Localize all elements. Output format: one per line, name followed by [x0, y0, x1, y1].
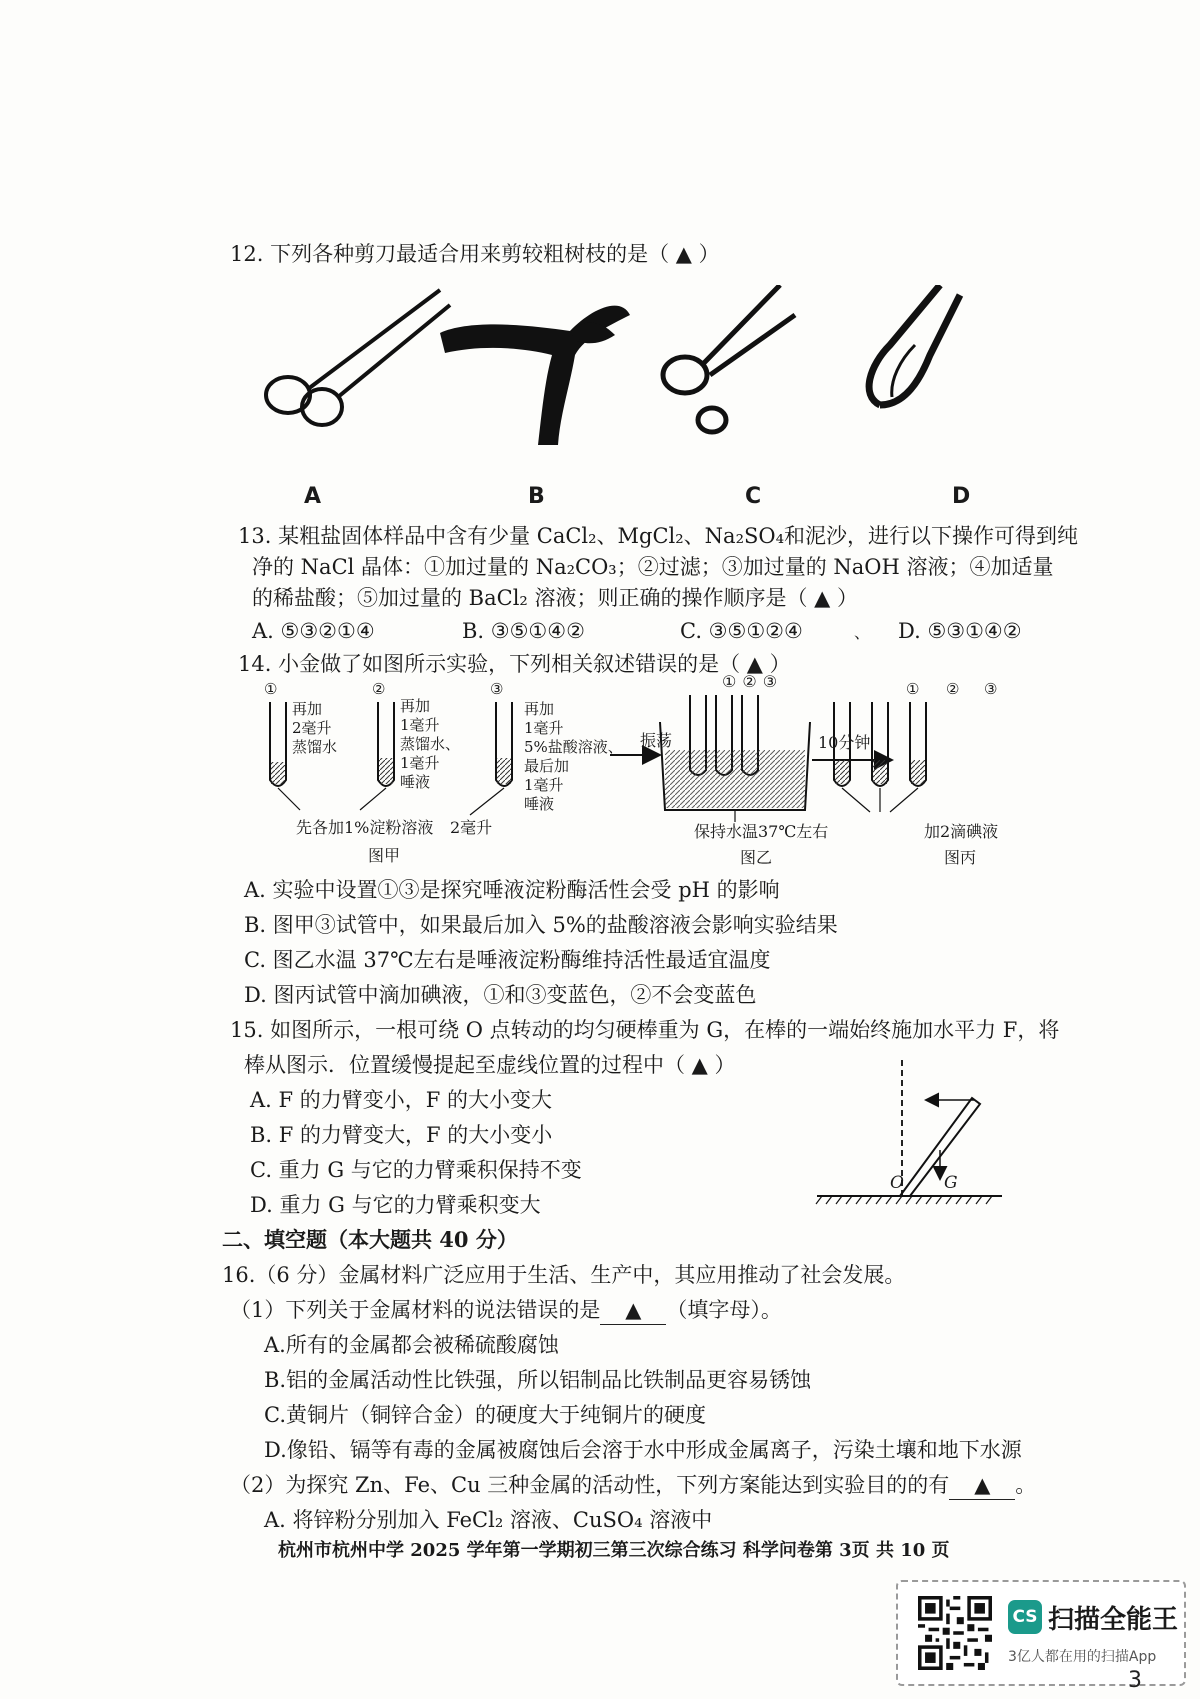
q16-sub1-blank[interactable]: ▲ — [600, 1296, 666, 1325]
camscanner-logo-icon: CS — [1008, 1600, 1042, 1634]
q12-label-c: C — [745, 484, 762, 509]
q13-option-c: C. ③⑤①②④ — [680, 619, 803, 643]
q15-label-g: G — [944, 1173, 958, 1193]
bing-caption: 图丙 — [944, 848, 977, 867]
q12-label-d: D — [952, 484, 971, 509]
jia-tube1-note: 再加 2毫升 蒸馏水 — [292, 700, 338, 756]
scanner-title: 扫描全能王 — [1048, 1605, 1179, 1635]
q13-stray-mark: 、 — [854, 623, 871, 642]
q14-option-a: A. 实验中设置①③是探究唾液淀粉酶活性会受 pH 的影响 — [244, 878, 780, 902]
scissors-d-image — [869, 285, 960, 405]
q13-line1: 13. 某粗盐固体样品中含有少量 CaCl₂、MgCl₂、Na₂SO₄和泥沙，进行以下操作可得到纯 — [238, 524, 1079, 548]
q15-line2: 棒从图示．位置缓慢提起至虚线位置的过程中（ ▲ ） — [244, 1053, 736, 1077]
q16-sub1-option-c: C.黄铜片（铜锌合金）的硬度大于纯铜片的硬度 — [264, 1403, 706, 1427]
q16-sub1-option-a: A.所有的金属都会被稀硫酸腐蚀 — [264, 1333, 559, 1357]
q16-sub2: （2）为探究 Zn、Fe、Cu 三种金属的活动性，下列方案能达到实验目的的有 ▲ 。 — [230, 1471, 1036, 1500]
scissors-b-image — [440, 306, 630, 445]
bing-tube-num-1: ① — [906, 680, 920, 698]
jia-tube2-note: 再加 1毫升 蒸馏水、 1毫升 唾液 — [400, 697, 461, 791]
bing-tube-num-2: ② — [946, 680, 960, 698]
q16-sub2-option-a: A. 将锌粉分别加入 FeCl₂ 溶液、CuSO₄ 溶液中 — [264, 1508, 713, 1532]
section2-heading: 二、填空题（本大题共 40 分） — [222, 1227, 518, 1252]
q13-line3: 的稀盐酸；⑤加过量的 BaCl₂ 溶液；则正确的操作顺序是（ ▲ ） — [252, 586, 859, 610]
q13-option-a: A. ⑤③②①④ — [252, 619, 375, 643]
jia-bottom-text: 先各加1%淀粉溶液 — [296, 818, 434, 837]
jia-tube3-note: 再加 1毫升 5%盐酸溶液、 最后加 1毫升 唾液 — [524, 700, 623, 813]
scanner-watermark — [896, 1580, 1186, 1686]
q14-option-b: B. 图甲③试管中，如果最后加入 5%的盐酸溶液会影响实验结果 — [244, 913, 838, 937]
scanner-subtitle: 3亿人都在用的扫描App — [1008, 1649, 1157, 1665]
qr-code-icon — [918, 1596, 992, 1670]
q12-scissors-figure — [240, 285, 1080, 455]
yi-caption: 图乙 — [740, 848, 773, 867]
q14-option-c: C. 图乙水温 37℃左右是唾液淀粉酶维持活性最适宜温度 — [244, 948, 771, 972]
scissors-c-image — [663, 285, 795, 432]
yi-tube-nums: ①②③ — [722, 672, 784, 691]
q15-option-d: D. 重力 G 与它的力臂乘积变大 — [250, 1193, 541, 1217]
q13-line2: 净的 NaCl 晶体：①加过量的 Na₂CO₃；②过滤；③加过量的 NaOH 溶液；④加适量 — [252, 555, 1054, 579]
q16-sub1-option-d: D.像铅、镉等有毒的金属被腐蚀后会溶于水中形成金属离子，污染土壤和地下水源 — [264, 1438, 1022, 1462]
q12-stem: 12. 下列各种剪刀最适合用来剪较粗树枝的是（ ▲ ） — [230, 242, 720, 266]
jia-caption: 图甲 — [368, 846, 401, 865]
q15-label-o: O — [890, 1173, 904, 1193]
q16-stem: 16.（6 分）金属材料广泛应用于生活、生产中，其应用推动了社会发展。 — [222, 1263, 906, 1287]
q15-option-a: A. F 的力臂变小，F 的大小变大 — [250, 1088, 553, 1112]
q14-stem: 14. 小金做了如图所示实验，下列相关叙述错误的是（ ▲ ） — [238, 652, 791, 676]
q12-label-b: B — [528, 484, 545, 509]
scissors-a-image — [266, 290, 450, 425]
q15-lever-figure — [812, 1050, 1012, 1210]
q16-sub2-blank[interactable]: ▲ — [949, 1471, 1015, 1500]
jia-tube-num-2: ② — [372, 680, 386, 698]
jia-tube-num-3: ③ — [490, 680, 504, 698]
q13-option-d: D. ⑤③①④② — [898, 619, 1022, 643]
q15-line1: 15. 如图所示，一根可绕 O 点转动的均匀硬棒重为 G，在棒的一端始终施加水平力 F，将 — [230, 1018, 1060, 1042]
q15-option-b: B. F 的力臂变大，F 的大小变小 — [250, 1123, 553, 1147]
q13-option-b: B. ③⑤①④② — [462, 619, 585, 643]
q16-sub1-option-b: B.铝的金属活动性比铁强，所以铝制品比铁制品更容易锈蚀 — [264, 1368, 812, 1392]
q16-sub1: （1）下列关于金属材料的说法错误的是 ▲ （填字母）。 — [230, 1296, 782, 1325]
yi-bottom-text: 保持水温37℃左右 — [694, 822, 829, 841]
jia-tube-num-1: ① — [264, 680, 278, 698]
jia-bottom-text2: 2毫升 — [450, 818, 493, 837]
page-corner-number: 3 — [1128, 1668, 1142, 1693]
q15-option-c: C. 重力 G 与它的力臂乘积保持不变 — [250, 1158, 582, 1182]
arrow2-label: 10分钟 — [818, 733, 871, 752]
arrow1-label: 振荡 — [640, 731, 673, 750]
bing-bottom-text: 加2滴碘液 — [924, 822, 999, 841]
bing-tube-num-3: ③ — [984, 680, 998, 698]
q12-label-a: A — [304, 484, 322, 509]
page-footer: 杭州市杭州中学 2025 学年第一学期初三第三次综合练习 科学问卷第 3页 共 10 页 — [278, 1540, 950, 1561]
q14-option-d: D. 图丙试管中滴加碘液，①和③变蓝色，②不会变蓝色 — [244, 983, 757, 1007]
